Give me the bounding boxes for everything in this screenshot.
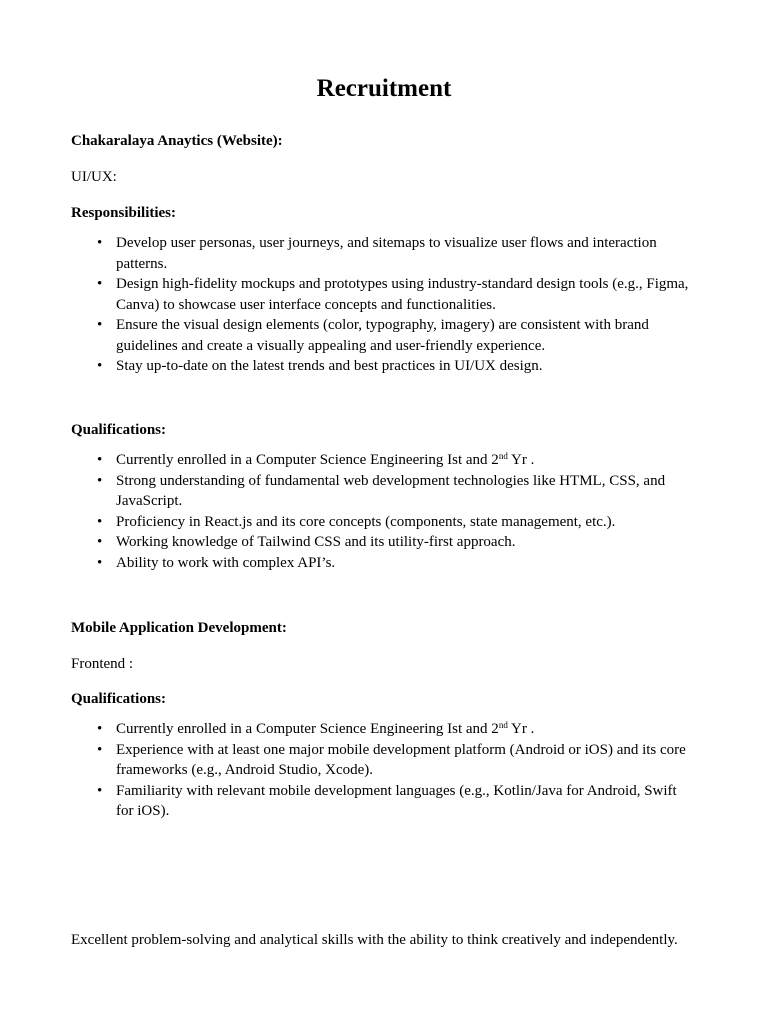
mobile-qualifications-list (71, 719, 696, 822)
list-item (71, 553, 696, 574)
bullet-icon: • (97, 782, 103, 799)
bullet-icon: • (97, 317, 103, 333)
bullet-icon: • (97, 513, 103, 530)
list-item-text: Design high-fidelity mockups and prototypes using industry-standard design tools (e.g., Figma, Canva) to showcase user interface concepts and functionalities. (116, 276, 689, 313)
bullet-icon: • (97, 235, 103, 251)
list-item (71, 315, 696, 356)
list-item (71, 471, 696, 512)
website-role-label: UI/UX: (71, 169, 117, 185)
responsibilities-heading: Responsibilities: (71, 205, 177, 221)
mobile-section-heading: Mobile Application Development: (71, 620, 287, 636)
closing-statement: Excellent problem-solving and analytical skills with the ability to think creatively and independently. (71, 932, 678, 948)
list-item-text: Currently enrolled in a Computer Science Engineering Ist and 2 (116, 721, 499, 737)
list-item (71, 781, 696, 822)
list-item (71, 274, 696, 315)
list-item (71, 356, 696, 377)
list-item-text: Ensure the visual design elements (color, typography, imagery) are consistent with brand guidelines and create a visually appealing and user-friendly experience. (116, 317, 649, 354)
list-item (71, 532, 696, 553)
website-qualifications-heading: Qualifications: (71, 422, 167, 438)
bullet-icon: • (97, 554, 103, 571)
bullet-icon: • (97, 472, 103, 489)
bullet-icon: • (97, 276, 103, 292)
mobile-role-label: Frontend : (71, 656, 134, 672)
website-section-heading: Chakaralaya Anaytics (Website): (71, 133, 283, 149)
list-item-text-end: Yr . (507, 721, 535, 737)
list-item-text-end: Yr . (507, 452, 535, 468)
list-item-text: Working knowledge of Tailwind CSS and its utility-first approach. (116, 534, 516, 550)
list-item-text: Stay up-to-date on the latest trends and best practices in UI/UX design. (116, 358, 543, 374)
page-title: Recruitment (316, 75, 452, 102)
ordinal-suffix: nd (498, 720, 508, 730)
list-item (71, 740, 696, 781)
list-item (71, 719, 696, 740)
list-item-text: Familiarity with relevant mobile development languages (e.g., Kotlin/Java for Android, Swift for iOS). (116, 782, 677, 819)
list-item (71, 450, 696, 471)
ordinal-suffix: nd (498, 451, 508, 461)
bullet-icon: • (97, 534, 103, 550)
responsibilities-list (71, 233, 696, 377)
list-item (71, 512, 696, 533)
list-item-text: Proficiency in React.js and its core concepts (components, state management, etc.). (116, 513, 616, 530)
list-item (71, 233, 696, 274)
bullet-icon: • (97, 452, 103, 468)
website-qualifications-list (71, 450, 696, 573)
list-item-text: Ability to work with complex API’s. (116, 554, 336, 571)
bullet-icon: • (97, 741, 103, 758)
bullet-icon: • (97, 358, 103, 374)
list-item-text: Experience with at least one major mobile development platform (Android or iOS) and its core frameworks (e.g., Android Studio, Xcode). (116, 741, 686, 778)
mobile-qualifications-heading: Qualifications: (71, 691, 167, 707)
list-item-text: Strong understanding of fundamental web development technologies like HTML, CSS, and JavaScript. (116, 472, 666, 509)
list-item-text: Develop user personas, user journeys, and sitemaps to visualize user flows and interaction patterns. (116, 235, 657, 272)
bullet-icon: • (97, 721, 103, 737)
list-item-text: Currently enrolled in a Computer Science Engineering Ist and 2 (116, 452, 499, 468)
